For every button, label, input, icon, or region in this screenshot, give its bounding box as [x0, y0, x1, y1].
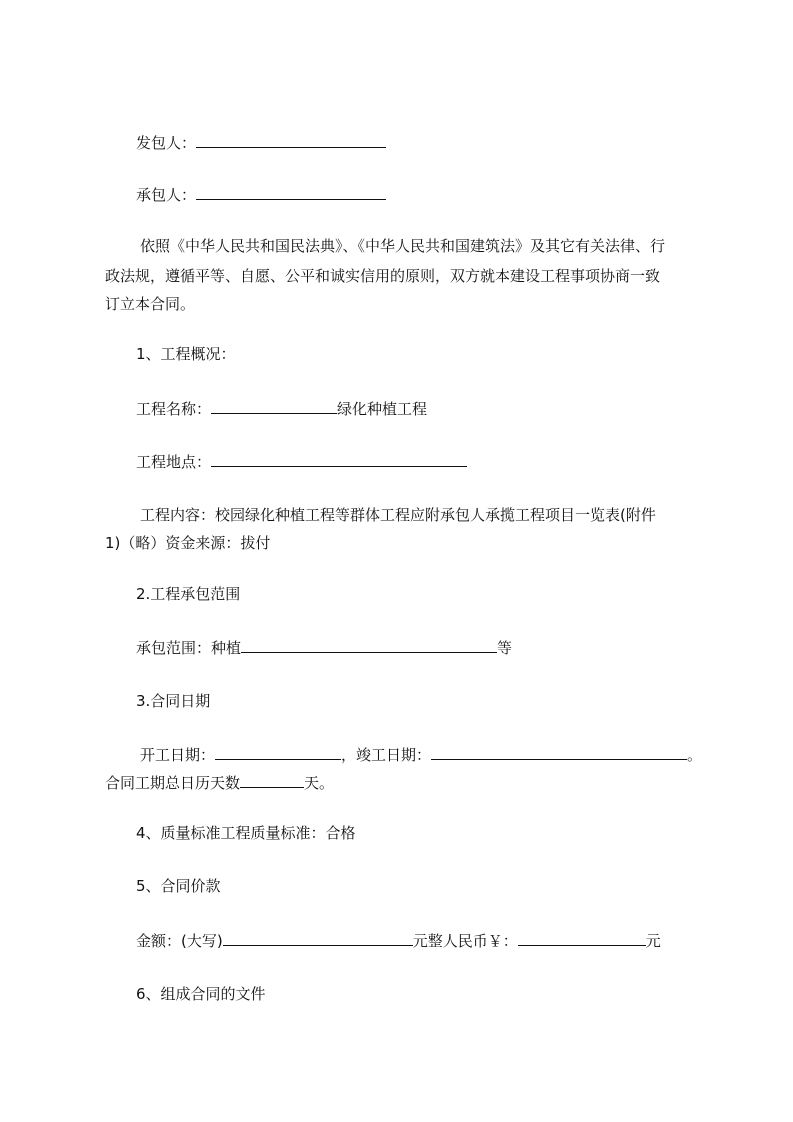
amount-line [136, 930, 661, 950]
section-6-heading: 6、组成合同的文件 [136, 985, 266, 1003]
party-b-line [136, 184, 386, 204]
duration-suffix: 天。 [304, 774, 335, 792]
amount-suffix: 元 [645, 932, 661, 950]
amount-label: 金额：(大写) [136, 932, 223, 950]
section-4-heading: 4、质量标准工程质量标准：合格 [136, 824, 356, 842]
section-2-heading: 2.工程承包范围 [136, 585, 241, 603]
section-1-heading: 1、工程概况： [136, 345, 236, 363]
amount-mid: 元整人民币￥： [412, 932, 518, 950]
project-content-line-1: 工程内容：校园绿化种植工程等群体工程应附承包人承揽工程项目一览表(附件 [140, 506, 656, 524]
section-3-heading: 3.合同日期 [136, 692, 211, 710]
scope-line [136, 637, 512, 657]
party-a-label: 发包人： [136, 134, 197, 152]
end-date-blank[interactable] [431, 744, 687, 760]
preamble-line-3: 订立本合同。 [105, 295, 196, 313]
project-name-line [136, 398, 427, 418]
dates-line [140, 744, 702, 764]
project-location-blank[interactable] [211, 451, 467, 467]
project-location-line [136, 451, 467, 471]
scope-blank[interactable] [241, 637, 497, 653]
party-b-label: 承包人： [136, 186, 197, 204]
preamble-line-1: 依照《中华人民共和国民法典》、《中华人民共和国建筑法》及其它有关法律、行 [140, 237, 666, 255]
scope-suffix: 等 [497, 639, 513, 657]
project-location-label: 工程地点： [136, 453, 212, 471]
party-b-blank[interactable] [196, 184, 386, 200]
amount-rmb-blank[interactable] [518, 930, 646, 946]
project-name-value: 绿化种植工程 [337, 400, 428, 418]
duration-label: 合同工期总日历天数 [105, 774, 241, 792]
project-name-label: 工程名称： [136, 400, 212, 418]
section-5-heading: 5、合同价款 [136, 877, 221, 895]
duration-line [105, 772, 334, 792]
duration-blank[interactable] [240, 772, 304, 788]
scope-label: 承包范围：种植 [136, 639, 242, 657]
start-date-label: 开工日期： [140, 746, 216, 764]
preamble-line-2: 政法规，遵循平等、自愿、公平和诚实信用的原则，双方就本建设工程事项协商一致 [105, 267, 661, 285]
amount-words-blank[interactable] [223, 930, 413, 946]
party-a-blank[interactable] [196, 132, 386, 148]
end-date-label: ，竣工日期： [341, 746, 432, 764]
start-date-blank[interactable] [215, 744, 341, 760]
project-content-line-2: 1)（略）资金来源：拔付 [105, 534, 271, 552]
project-name-blank[interactable] [211, 398, 337, 414]
end-date-suffix: 。 [687, 746, 703, 764]
party-a-line [136, 132, 386, 152]
